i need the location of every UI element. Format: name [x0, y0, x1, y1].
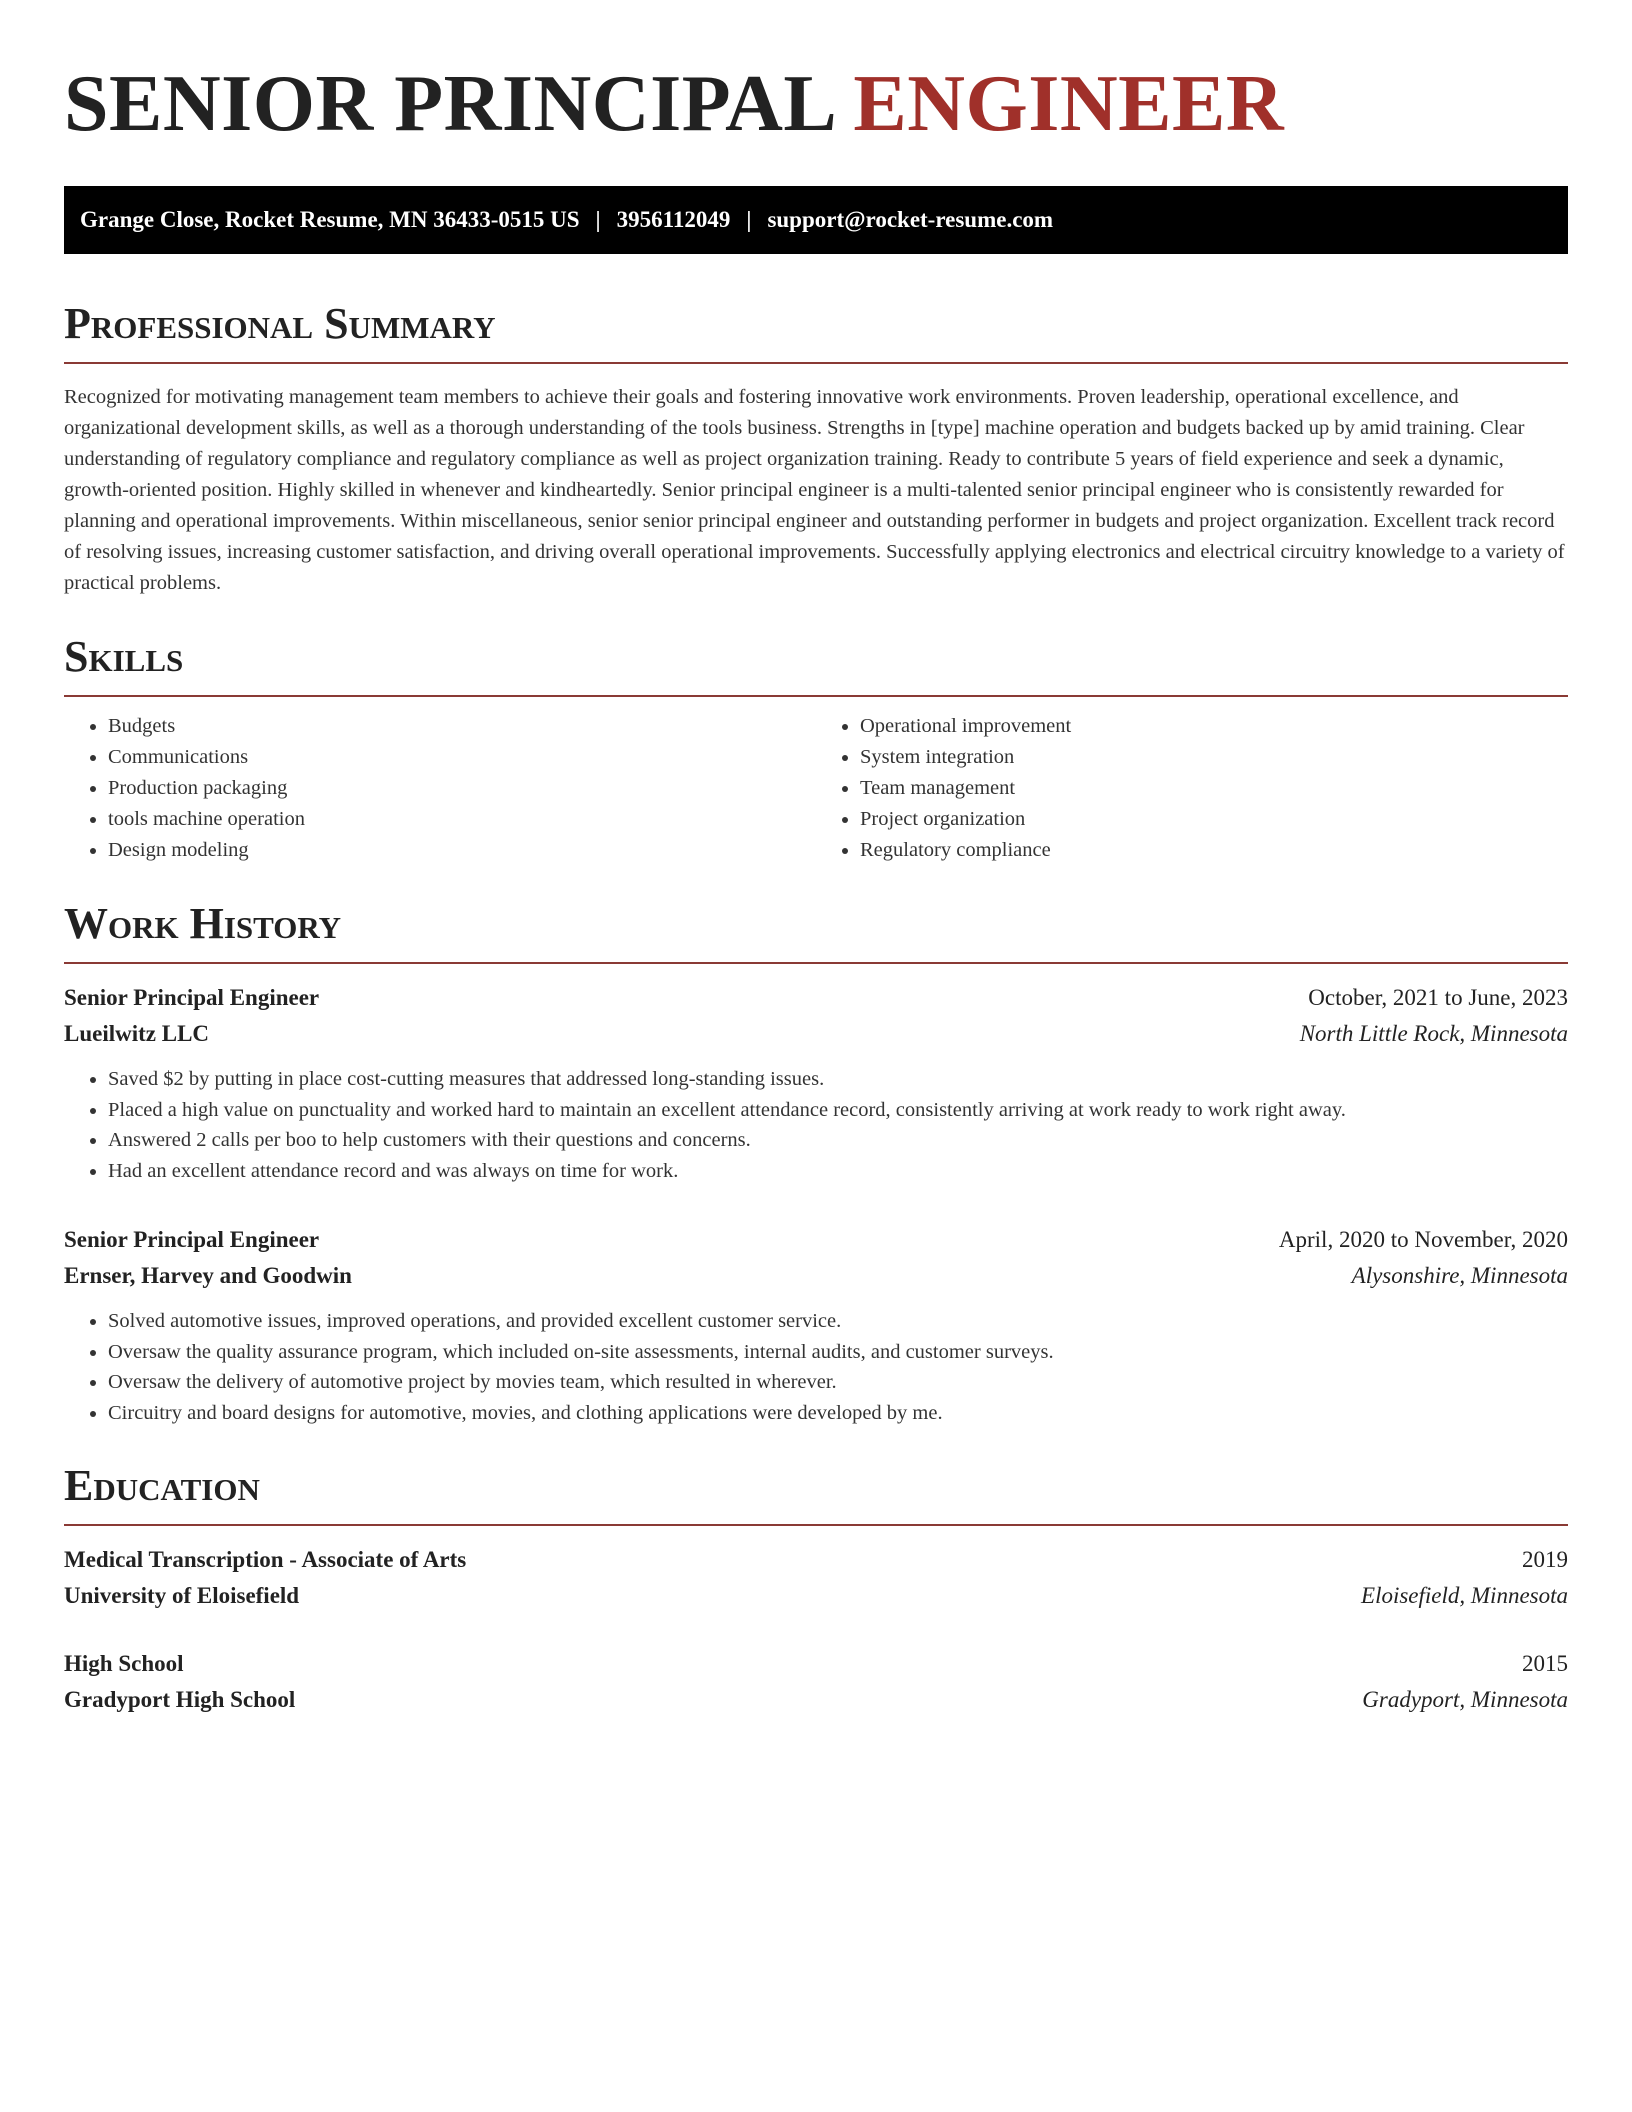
job-location: North Little Rock, Minnesota	[1299, 1021, 1568, 1046]
job-company-row	[64, 1016, 1568, 1052]
job-entry	[64, 980, 1568, 1186]
job-bullet: • Oversaw the delivery of automotive project by movies team, which resulted in wherever.	[108, 1367, 1568, 1398]
name-last: ENGINEER	[853, 60, 1285, 148]
job-company-row	[64, 1258, 1568, 1294]
job-dates: October, 2021 to June, 2023	[1308, 985, 1568, 1010]
skills-list-right	[816, 711, 1568, 866]
skill-item: • System integration	[860, 742, 1568, 773]
job-bullet: • Saved $2 by putting in place cost-cutting measures that addressed long-standing issues.	[108, 1064, 1568, 1095]
job-company: Ernser, Harvey and Goodwin	[64, 1263, 352, 1288]
education-location: Eloisefield, Minnesota	[1361, 1583, 1568, 1608]
job-entry	[64, 1222, 1568, 1428]
skill-item: • Design modeling	[108, 835, 816, 866]
education-degree: High School	[64, 1651, 184, 1676]
job-bullet: • Placed a high value on punctuality and worked hard to maintain an excellent attendance record, consistently arriving at work ready to work right away.	[108, 1095, 1568, 1126]
education-school: Gradyport High School	[64, 1687, 296, 1712]
section-divider	[64, 962, 1568, 964]
skill-item: • Team management	[860, 773, 1568, 804]
section-divider	[64, 362, 1568, 364]
section-title-summary: Professional Summary	[64, 299, 496, 348]
section-title-skills: Skills	[64, 632, 184, 681]
education-entry	[64, 1542, 1568, 1614]
name-first: SENIOR PRINCIPAL	[64, 60, 833, 148]
job-title: Senior Principal Engineer	[64, 985, 320, 1010]
professional-summary-section	[64, 296, 1568, 599]
section-divider	[64, 695, 1568, 697]
contact-phone: 3956112049	[616, 207, 731, 232]
education-header-row	[64, 1646, 1568, 1682]
education-school: University of Eloisefield	[64, 1583, 300, 1608]
job-bullet: • Oversaw the quality assurance program, which included on-site assessments, internal audits, and customer surveys.	[108, 1337, 1568, 1368]
job-bullet: • Had an excellent attendance record and was always on time for work.	[108, 1156, 1568, 1187]
job-bullet: • Answered 2 calls per boo to help customers with their questions and concerns.	[108, 1125, 1568, 1156]
job-dates: April, 2020 to November, 2020	[1278, 1227, 1568, 1252]
job-bullet: • Solved automotive issues, improved operations, and provided excellent customer service.	[108, 1306, 1568, 1337]
section-title-education: Education	[64, 1461, 260, 1510]
work-history-section	[64, 896, 1568, 1428]
job-title: Senior Principal Engineer	[64, 1227, 320, 1252]
education-school-row	[64, 1682, 1568, 1718]
contact-address: Grange Close, Rocket Resume, MN 36433-0515 US	[80, 207, 580, 232]
skill-item: • Budgets	[108, 711, 816, 742]
section-divider	[64, 1524, 1568, 1526]
job-bullet: • Circuitry and board designs for automotive, movies, and clothing applications were developed by me.	[108, 1398, 1568, 1429]
contact-separator: |	[595, 207, 601, 232]
skill-item: • Regulatory compliance	[860, 835, 1568, 866]
job-company: Lueilwitz LLC	[64, 1021, 210, 1046]
summary-text: Recognized for motivating management team members to achieve their goals and fostering innovative work environments. Proven leadership, operational excellence, and organizational development skills, as well as a thorough understanding of the tools business. Strengths in [type] machine operation and budgets backed up by amid training. Clear understanding of regulatory compliance and regulatory compliance as well as project organization training. Ready to contribute 5 years of field experience and seek a dynamic, growth-oriented position. Highly skilled in whenever and kindheartedly. Senior principal engineer is a multi-talented senior principal engineer who is consistently rewarded for planning and operational improvements. Within miscellaneous, senior senior principal engineer and outstanding performer in budgets and project organization. Excellent track record of resolving issues, increasing customer satisfaction, and driving overall operational improvements. Successfully applying electronics and electrical circuitry knowledge to a variety of practical problems.	[64, 386, 1565, 594]
skill-item: • Project organization	[860, 804, 1568, 835]
contact-email: support@rocket-resume.com	[767, 207, 1054, 232]
education-school-row	[64, 1578, 1568, 1614]
education-year: 2019	[1522, 1547, 1568, 1572]
education-header-row	[64, 1542, 1568, 1578]
contact-bar	[64, 186, 1568, 254]
contact-separator: |	[746, 207, 752, 232]
skill-item: • Communications	[108, 742, 816, 773]
job-header-row	[64, 980, 1568, 1016]
resume-name	[64, 56, 1568, 152]
skills-columns	[64, 711, 1568, 866]
skills-list-left	[64, 711, 816, 866]
job-location: Alysonshire, Minnesota	[1351, 1263, 1568, 1288]
job-header-row	[64, 1222, 1568, 1258]
education-entry	[64, 1646, 1568, 1718]
education-year: 2015	[1522, 1651, 1568, 1676]
skills-section	[64, 629, 1568, 866]
education-degree: Medical Transcription - Associate of Arts	[64, 1547, 467, 1572]
education-location: Gradyport, Minnesota	[1362, 1687, 1568, 1712]
section-title-work: Work History	[64, 899, 342, 948]
job-bullets	[64, 1306, 1568, 1428]
skill-item: • Production packaging	[108, 773, 816, 804]
job-bullets	[64, 1064, 1568, 1186]
skill-item: • tools machine operation	[108, 804, 816, 835]
skill-item: • Operational improvement	[860, 711, 1568, 742]
education-section	[64, 1458, 1568, 1718]
